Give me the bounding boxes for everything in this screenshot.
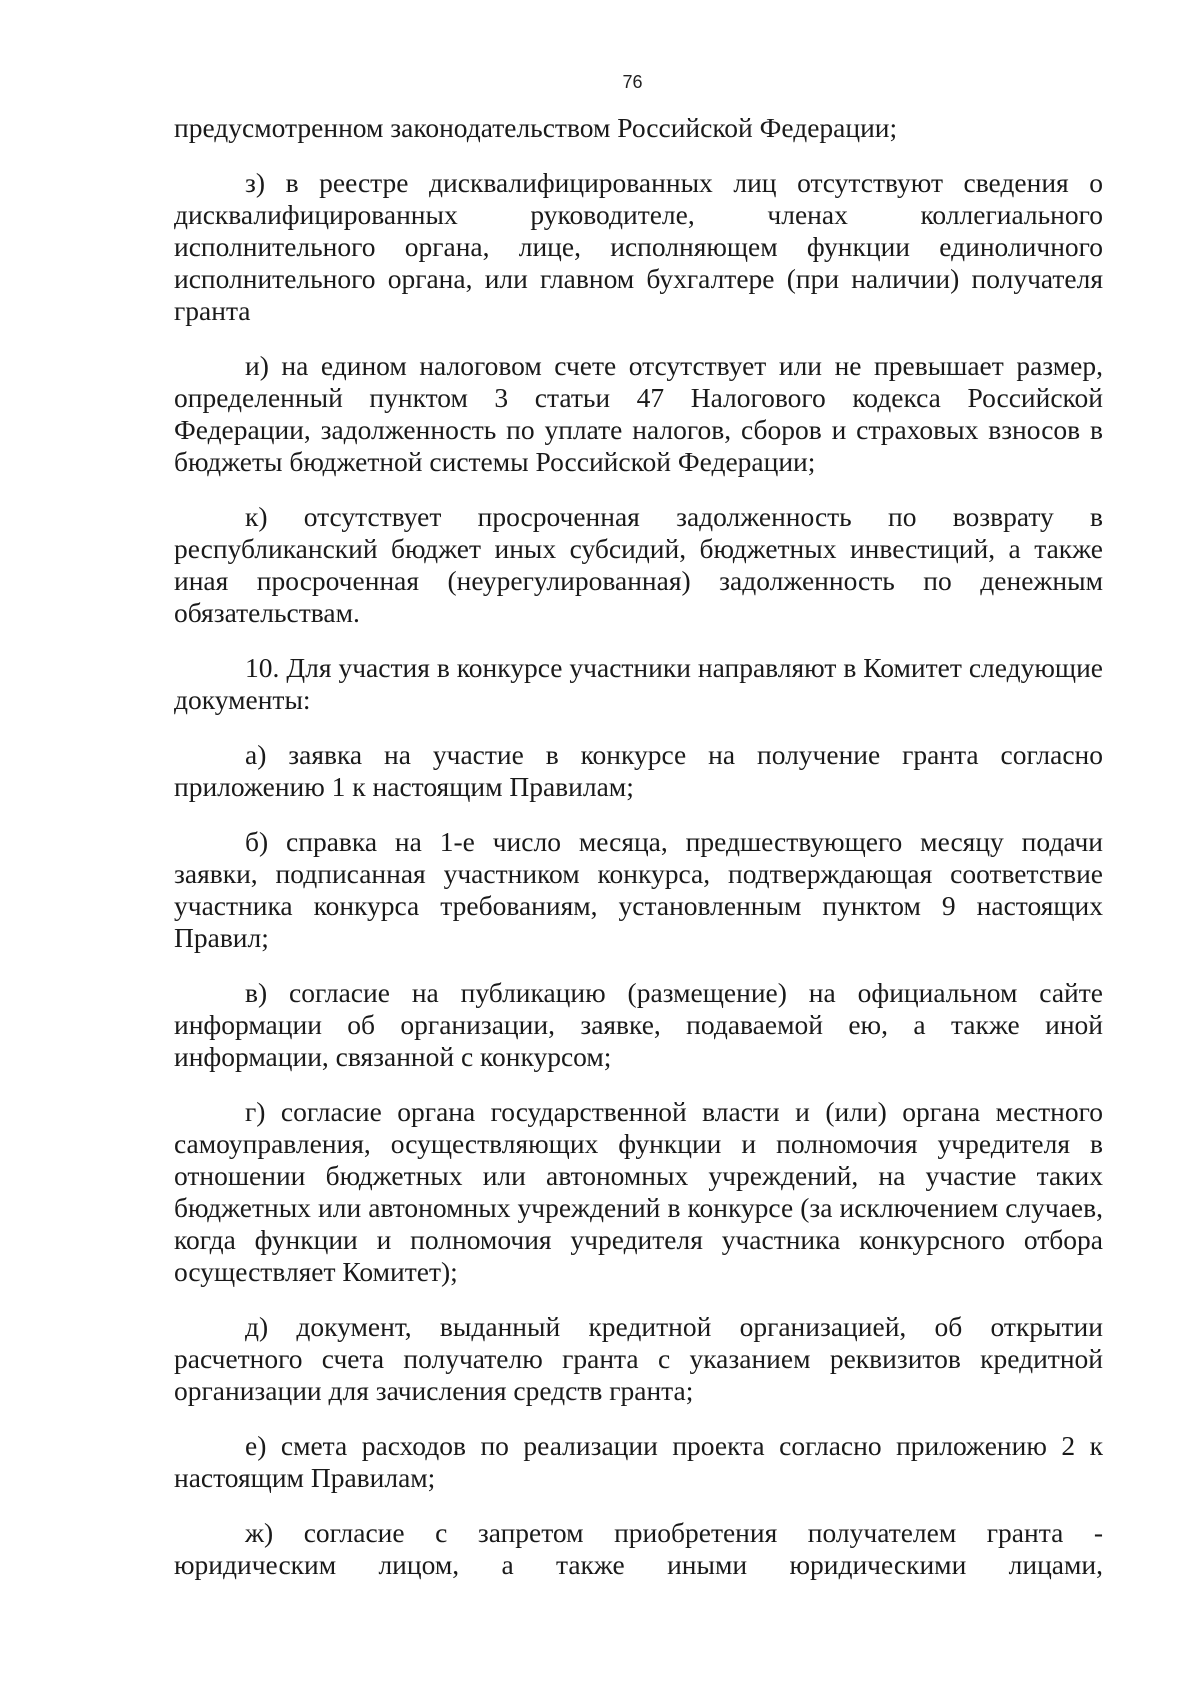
paragraph-item-v: в) согласие на публикацию (размещение) на официальном сайте информации об организации, заявке, подаваемой ею, а также иной информации, связанной с конкурсом; (174, 977, 1103, 1072)
paragraph-item-i: и) на едином налоговом счете отсутствует или не превышает размер, определенный пунктом 3 статьи 47 Налогового кодекса Российской Федерации, задолженность по уплате налогов, сборов и страховых взносов в бюджеты бюджетной системы Российской Федерации; (174, 350, 1103, 477)
paragraph-item-a: а) заявка на участие в конкурсе на получение гранта согласно приложению 1 к настоящим Правилам; (174, 739, 1103, 802)
paragraph-item-d: д) документ, выданный кредитной организацией, об открытии расчетного счета получателю гранта с указанием реквизитов кредитной организации для зачисления средств гранта; (174, 1311, 1103, 1406)
paragraph-item-b: б) справка на 1-е число месяца, предшествующего месяцу подачи заявки, подписанная участником конкурса, подтверждающая соответствие участника конкурса требованиям, установленным пунктом 9 настоящих Правил; (174, 826, 1103, 953)
paragraph-continuation: предусмотренном законодательством Российской Федерации; (174, 112, 898, 143)
page-number: 76 (622, 72, 643, 92)
paragraph-item-e: е) смета расходов по реализации проекта согласно приложению 2 к настоящим Правилам; (174, 1430, 1103, 1493)
paragraph-item-g: г) согласие органа государственной власти и (или) органа местного самоуправления, осуществляющих функции и полномочия учредителя в отношении бюджетных или автономных учреждений, на участие таких бюджетных или автономных учреждений в конкурсе (за исключением случаев, когда функции и полномочия учредителя участника конкурсного отбора осуществляет Комитет); (174, 1096, 1103, 1287)
paragraph-item-z: з) в реестре дисквалифицированных лиц отсутствуют сведения о дисквалифицированных руководителе, членах коллегиального исполнительного органа, лице, исполняющем функции единоличного исполнительного органа, или главном бухгалтере (при наличии) получателя гранта (174, 167, 1103, 326)
paragraph-clause-10: 10. Для участия в конкурсе участники направляют в Комитет следующие документы: (174, 652, 1103, 715)
document-body (174, 112, 1103, 1604)
paragraph-item-k: к) отсутствует просроченная задолженность по возврату в республиканский бюджет иных субсидий, бюджетных инвестиций, а также иная просроченная (неурегулированная) задолженность по денежным обязательствам. (174, 501, 1103, 628)
paragraph-item-zh: ж) согласие с запретом приобретения получателем гранта - юридическим лицом, а также иными юридическими лицами, (174, 1517, 1103, 1580)
